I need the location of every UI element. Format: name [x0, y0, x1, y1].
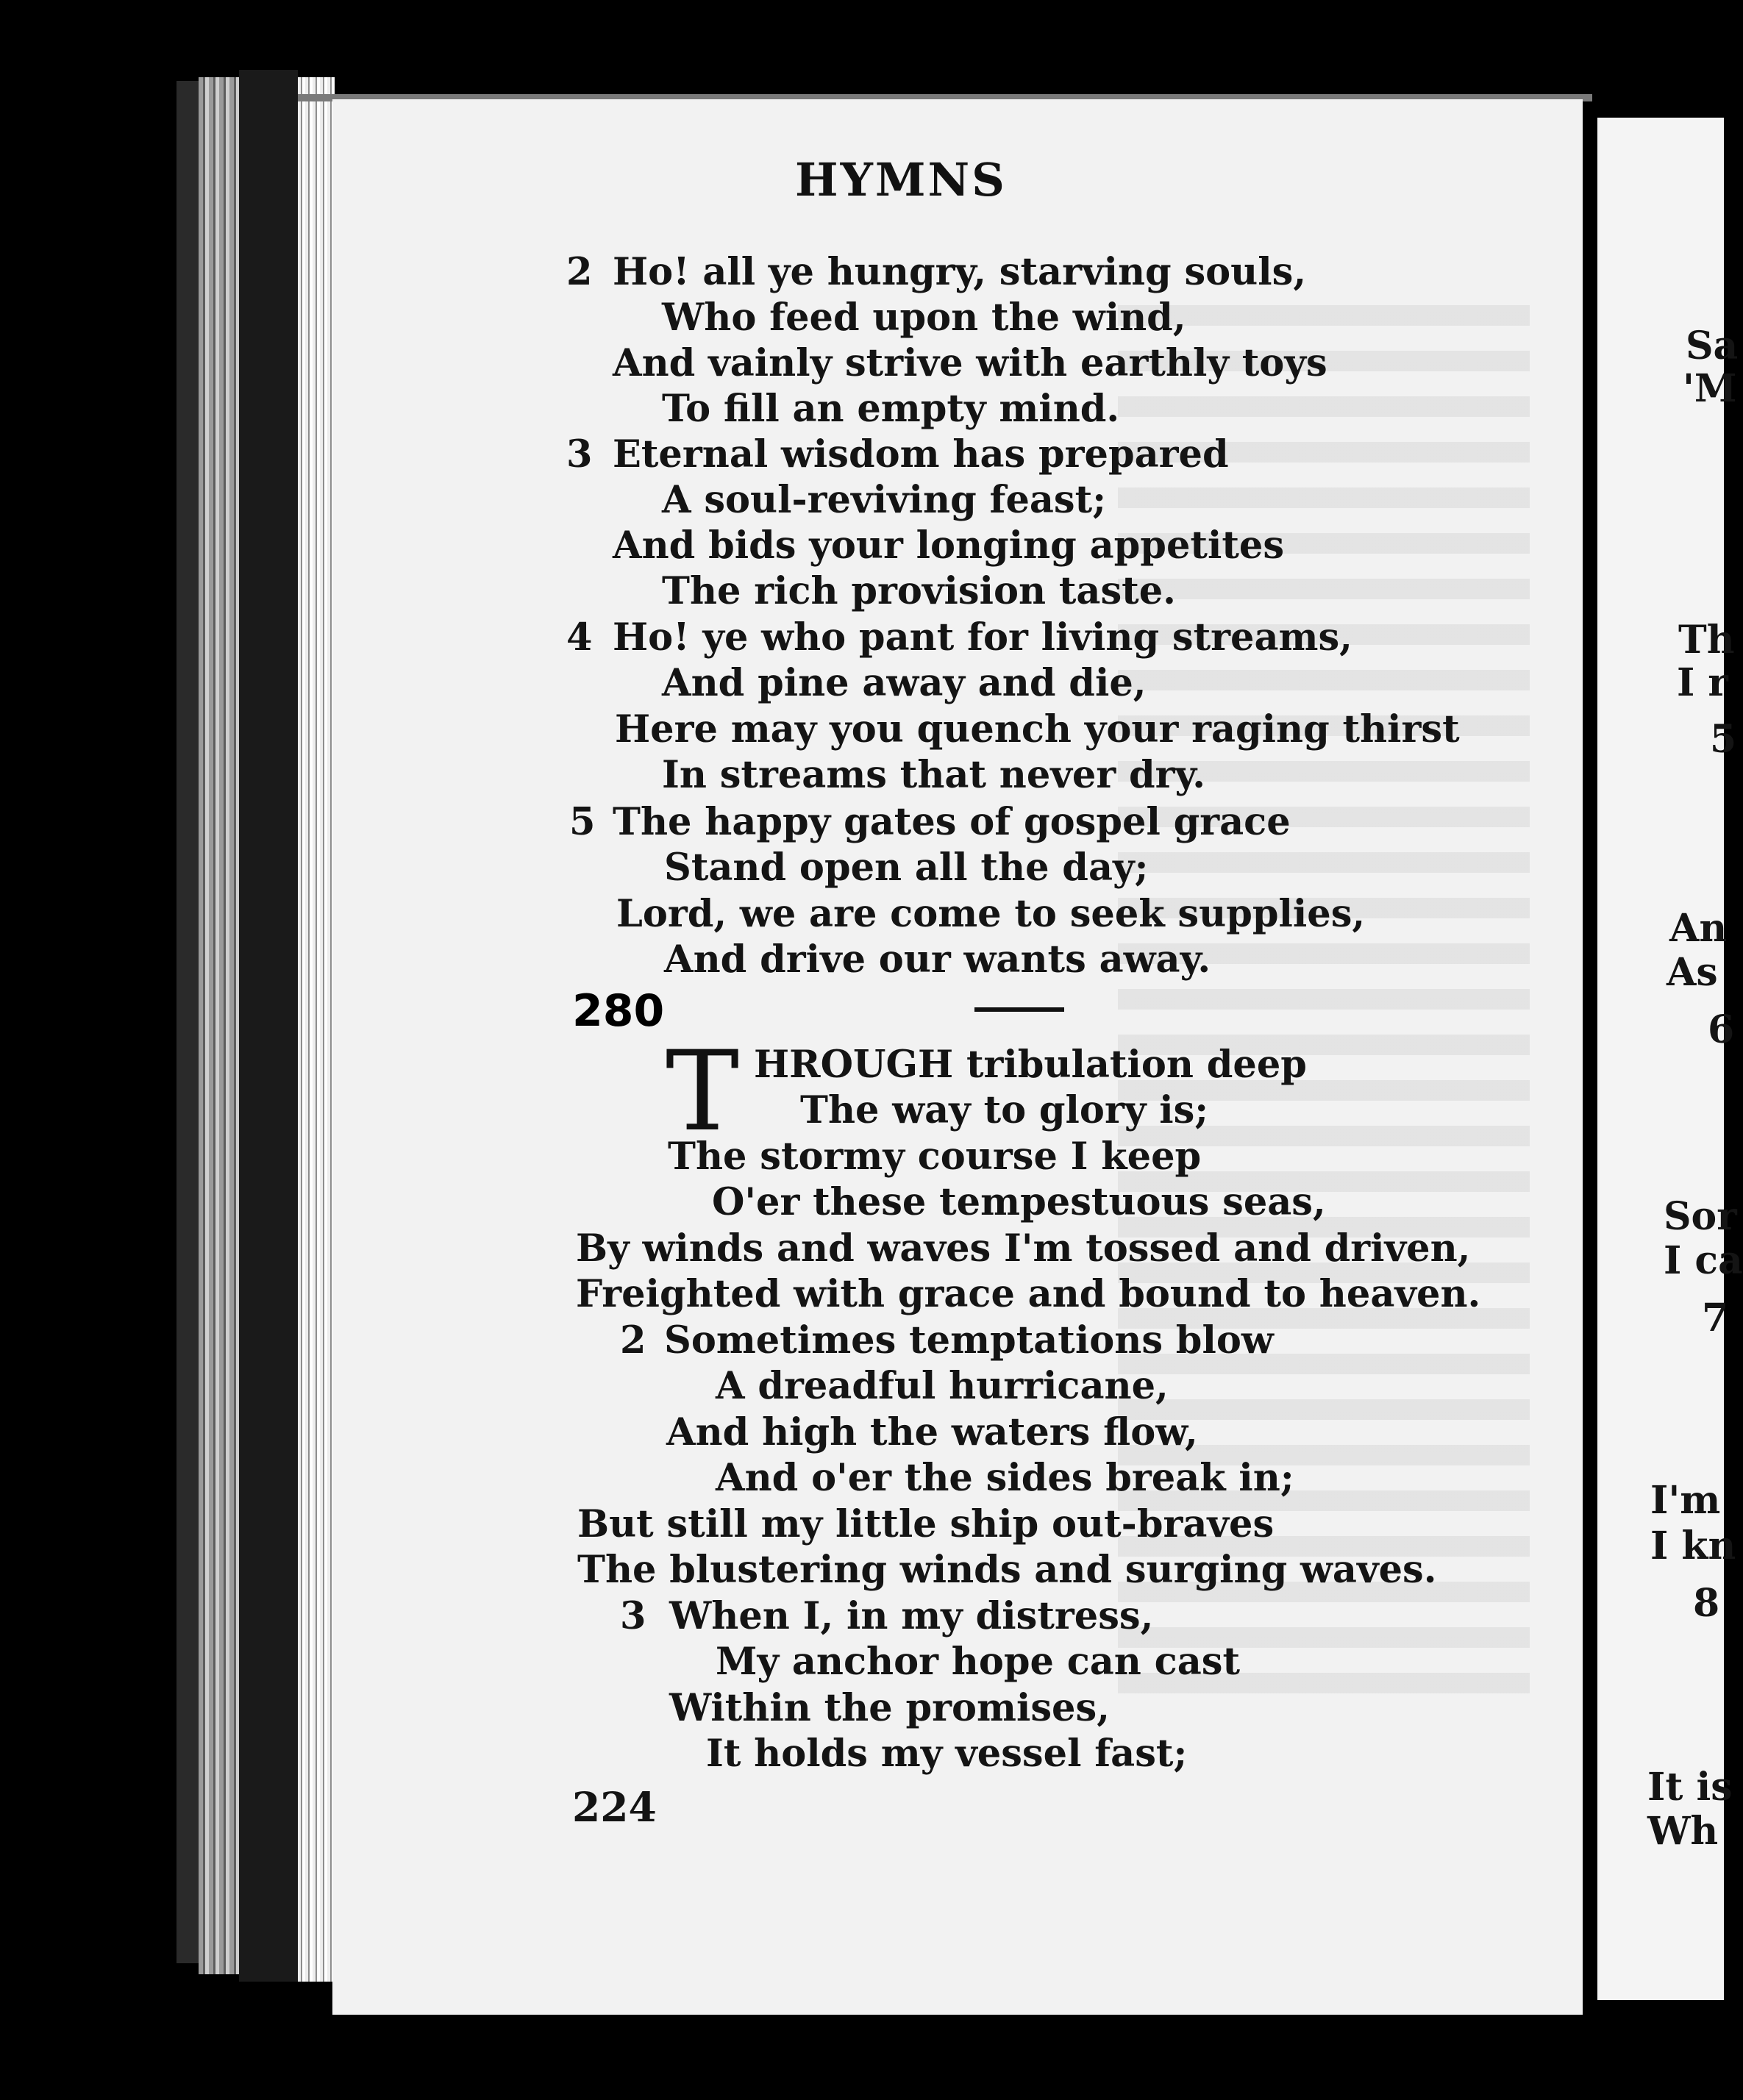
hymn-line: My anchor hope can cast — [716, 1640, 1241, 1684]
hymn-line: Freighted with grace and bound to heaven. — [576, 1272, 1481, 1316]
right-page-fragment: It is — [1647, 1765, 1733, 1810]
stanza-number: 3 — [620, 1594, 646, 1638]
section-divider — [974, 1007, 1064, 1012]
page-stack — [298, 77, 335, 1982]
hymn-line: By winds and waves I'm tossed and driven, — [576, 1226, 1471, 1271]
right-page-fragment: Sa — [1686, 324, 1739, 368]
hymn-line: Within the promises, — [669, 1686, 1110, 1730]
hymn-line: Who feed upon the wind, — [662, 296, 1186, 340]
hymn-line: The stormy course I keep — [668, 1135, 1202, 1179]
hymn-line: Ho! ye who pant for living streams, — [613, 615, 1352, 660]
right-page-fragment: 8 — [1693, 1581, 1720, 1626]
right-page-fragment: 'M — [1683, 366, 1737, 411]
hymn-line: When I, in my distress, — [669, 1594, 1154, 1638]
hymn-line: O'er these tempestuous seas, — [712, 1180, 1326, 1224]
right-page-fragment: 7 — [1702, 1296, 1729, 1340]
hymn-line: But still my little ship out-braves — [577, 1502, 1275, 1546]
hymn-line: Here may you quench your raging thirst — [615, 707, 1460, 751]
right-page-fragment: I'm — [1650, 1478, 1721, 1523]
binding-gap — [239, 70, 298, 1982]
hymn-line: HROUGH tribulation deep — [754, 1043, 1307, 1087]
hymn-line: A soul-reviving feast; — [662, 478, 1107, 522]
page-edges — [199, 77, 239, 1974]
hymn-line: And o'er the sides break in; — [716, 1456, 1294, 1500]
right-page-fragment: I kn — [1650, 1524, 1736, 1568]
page-title: HYMNS — [795, 153, 1007, 207]
hymn-line: The happy gates of gospel grace — [613, 800, 1291, 844]
hymn-line: The blustering winds and surging waves. — [577, 1548, 1437, 1592]
hymn-line: In streams that never dry. — [662, 753, 1206, 797]
hymn-line: Lord, we are come to seek supplies, — [616, 892, 1366, 936]
stanza-number: 2 — [566, 250, 593, 294]
stanza-number: 3 — [566, 432, 593, 476]
hymn-number: 280 — [572, 985, 665, 1037]
hymn-line: Eternal wisdom has prepared — [613, 432, 1229, 476]
hymn-line: It holds my vessel fast; — [706, 1732, 1188, 1776]
right-page-fragment: Th — [1678, 618, 1735, 662]
page-number: 224 — [572, 1783, 657, 1831]
right-page-fragment: Sor — [1664, 1194, 1737, 1239]
right-page-fragment: 5 — [1710, 717, 1737, 762]
stanza-number: 4 — [566, 615, 593, 660]
stanza-number: 5 — [569, 800, 596, 844]
hymn-line: And drive our wants away. — [664, 938, 1211, 982]
hymn-line: To fill an empty mind. — [662, 387, 1120, 431]
hymn-line: A dreadful hurricane, — [716, 1364, 1169, 1408]
right-page-fragment: Wh — [1647, 1809, 1719, 1854]
hymn-line: The rich provision taste. — [662, 569, 1176, 613]
stanza-number: 2 — [620, 1318, 646, 1362]
right-page-fragment: As — [1667, 950, 1718, 995]
hymn-line: And bids your longing appetites — [613, 524, 1285, 568]
hymn-line: The way to glory is; — [800, 1088, 1209, 1132]
hymn-line: Ho! all ye hungry, starving souls, — [613, 250, 1307, 294]
hymn-line: And vainly strive with earthly toys — [613, 341, 1327, 385]
right-page-fragment: I r — [1677, 660, 1728, 705]
hymn-line: And high the waters flow, — [666, 1410, 1198, 1454]
hymn-line: Stand open all the day; — [664, 846, 1149, 890]
right-page-fragment: An — [1669, 906, 1728, 951]
hymn-line: And pine away and die, — [662, 661, 1147, 705]
binding-shadow — [177, 81, 199, 1963]
hymn-line: Sometimes temptations blow — [664, 1318, 1274, 1362]
center-gutter — [1583, 110, 1599, 2007]
right-page-fragment: 6 — [1708, 1007, 1735, 1052]
right-page-fragment: I ca — [1664, 1238, 1743, 1283]
drop-cap: T — [666, 1028, 740, 1156]
